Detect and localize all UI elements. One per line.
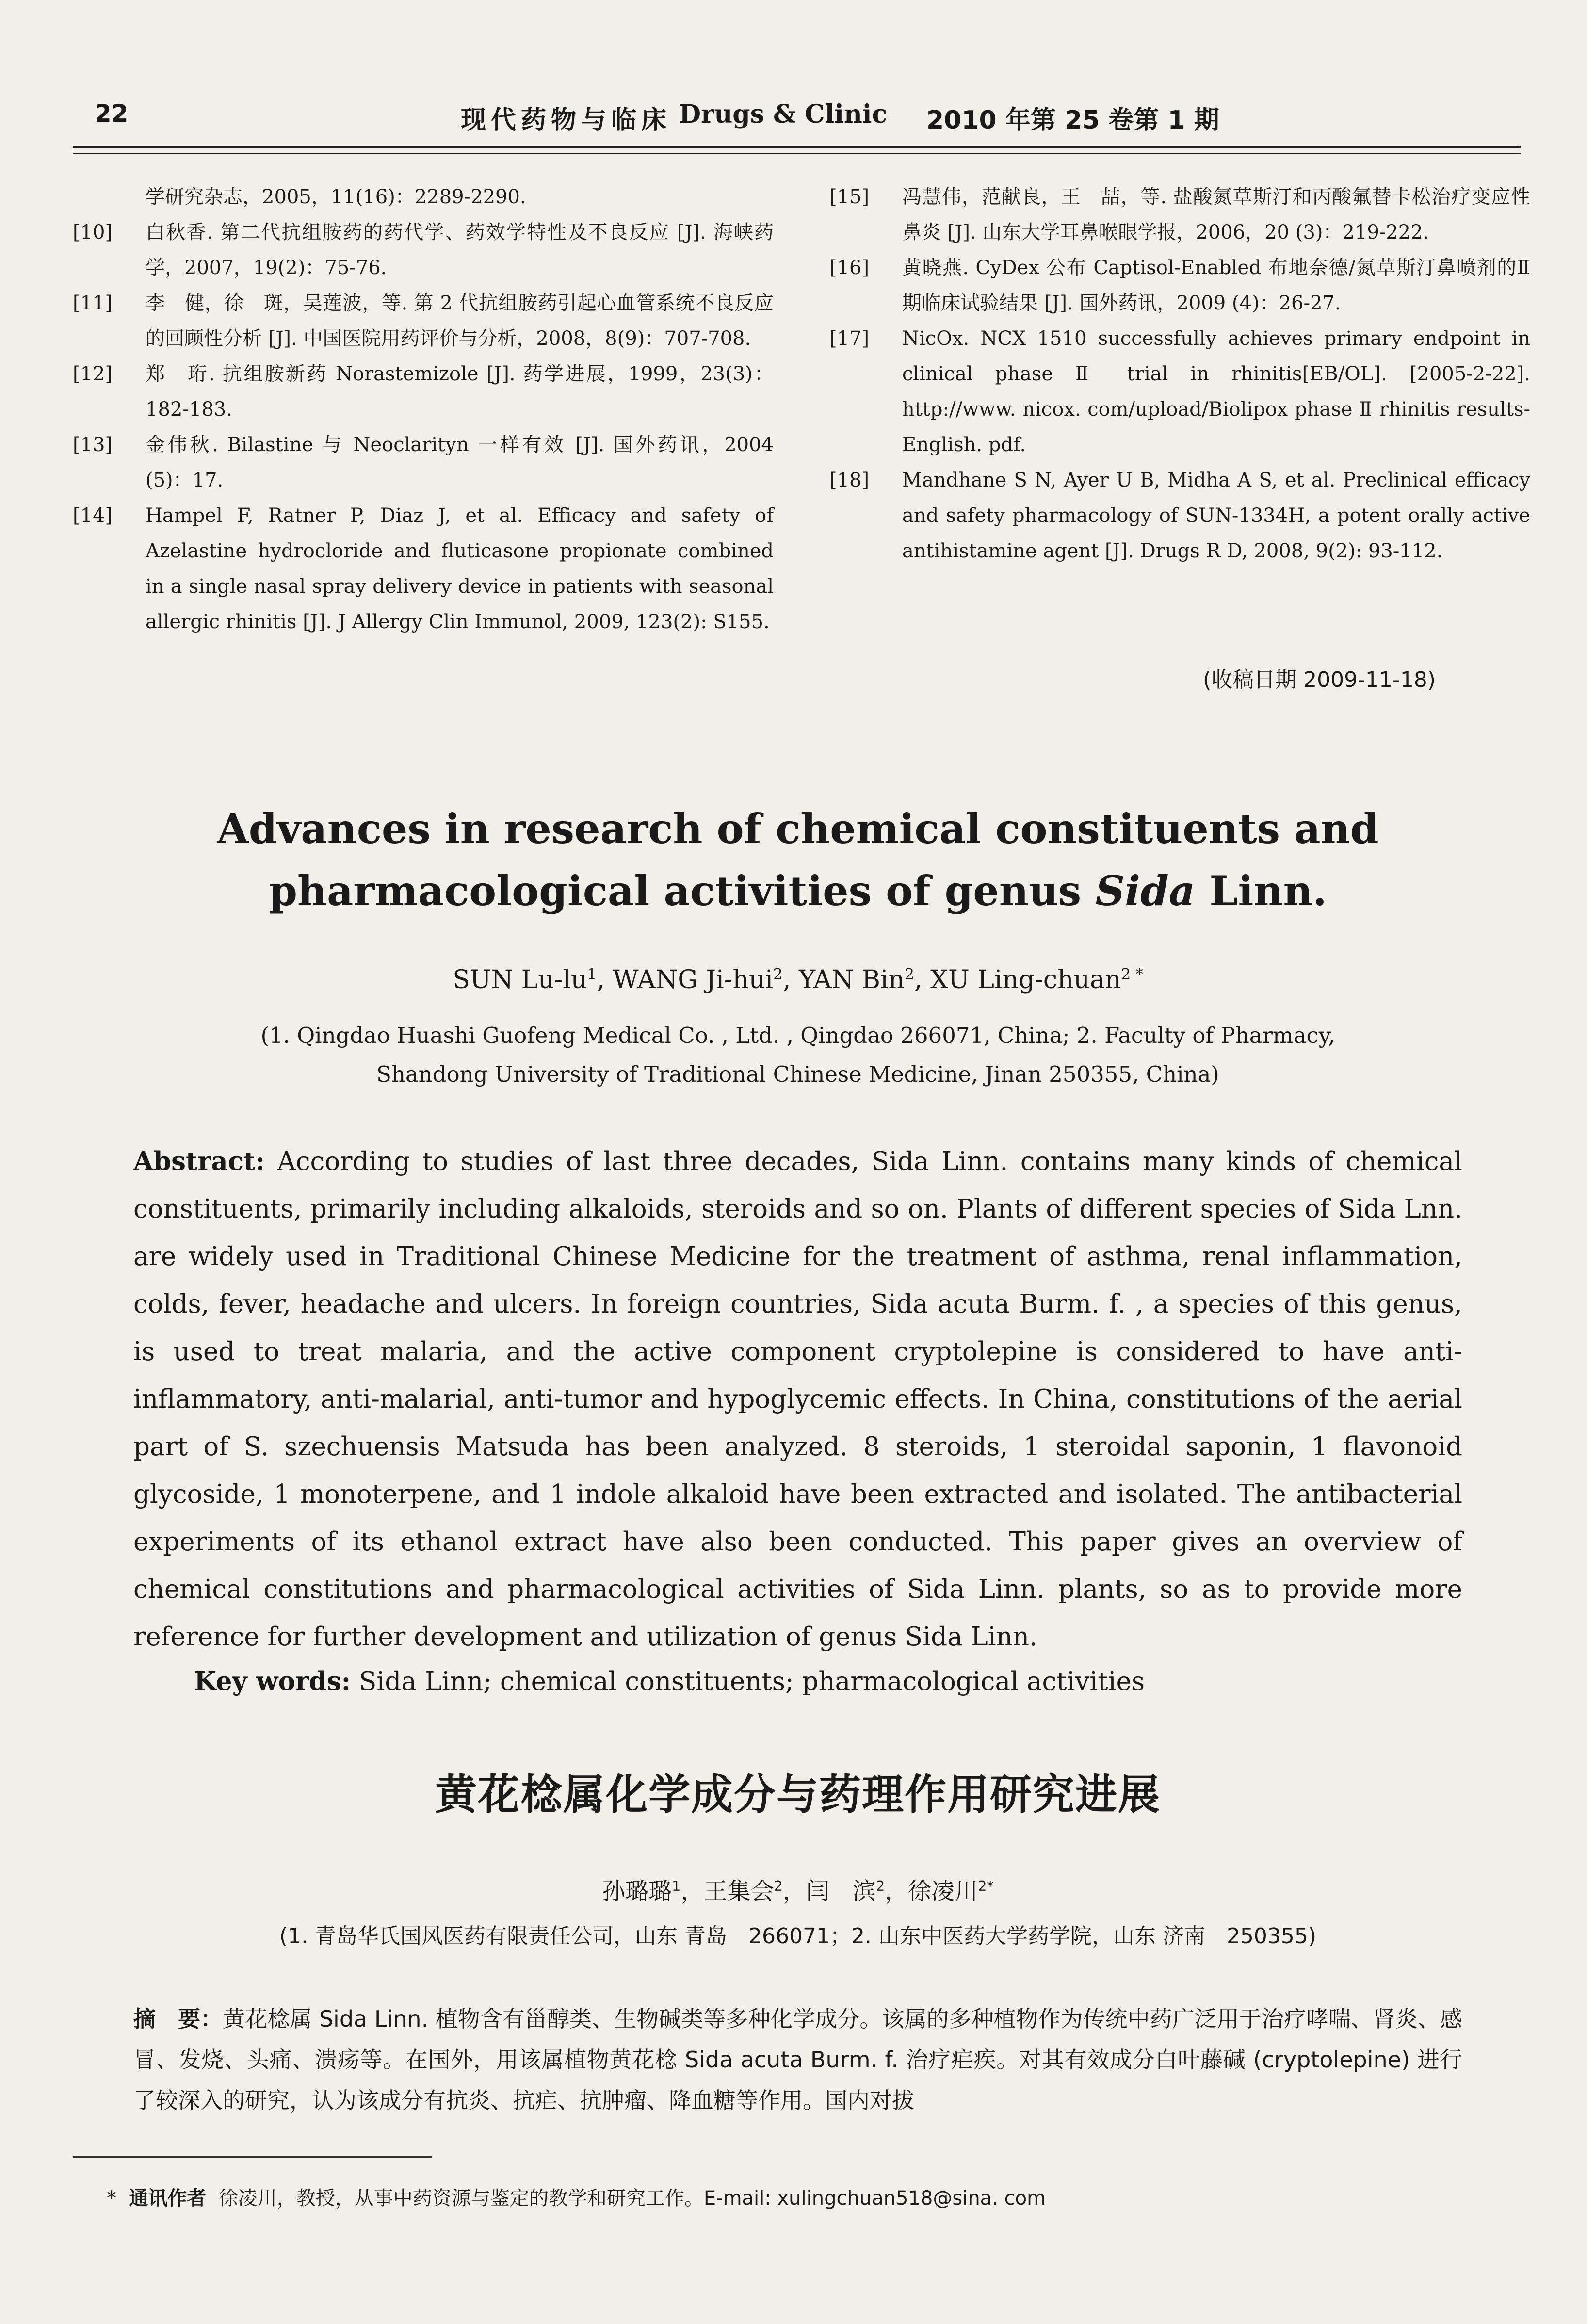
author-name: SUN Lu-lu [453, 965, 587, 994]
reference-item: [14] Hampel F, Ratner P, Diaz J, et al. Efficacy and safety of Azelastine hydrocloride and fluticasone propionate combined in a single nasal spray delivery device in patients with seasonal allergic rhinitis [J]. J Allergy Clin Immunol, 2009, 123(2): S155. [73, 504, 774, 633]
author-name: 孙璐璐 [602, 1878, 672, 1905]
author-name: 闫 滨 [806, 1878, 876, 1905]
reference-item: [11] 李 健，徐 斑，吴莲波，等. 第 2 代抗组胺药引起心血管系统不良反应的回顾性分析 [J]. 中国医院用药评价与分析，2008，8(9)：707-708. [73, 292, 774, 350]
affiliations-cn: (1. 青岛华氏国风医药有限责任公司，山东 青岛 266071；2. 山东中医药大学药学院，山东 济南 250355) [279, 1924, 1317, 1949]
journal-name-cn: 现代药物与临床 [461, 106, 672, 135]
abstract-en [133, 1138, 1462, 1661]
header-rule-thin [73, 153, 1521, 154]
references-right-column [829, 179, 1530, 569]
keywords-text: Sida Linn; chemical constituents; pharmacological activities [359, 1667, 1145, 1696]
article-title-en [146, 798, 1450, 922]
title-line-1: Advances in research of chemical constituents and [217, 805, 1379, 853]
received-date: (收稿日期 2009-11-18) [1203, 667, 1436, 692]
abstract-cn-text: 黄花棯属 Sida Linn. 植物含有甾醇类、生物碱类等多种化学成分。该属的多种植物作为传统中药广泛用于治疗哮喘、肾炎、感冒、发烧、头痛、溃疡等。在国外，用该属植物黄花棯 Sida acuta Burm. f. 治疗疟疾。对其有效成分白叶藤碱 (cryptolepine) 进行了较深入的研究，认为该成分有抗炎、抗疟、抗肿瘤、降血糖等作用。国内对拔 [133, 2006, 1463, 2113]
reference-item: [10] 白秋香. 第二代抗组胺药的药代学、药效学特性及不良反应 [J]. 海峡药学，2007，19(2)：75-76. [73, 221, 774, 279]
abstract-cn-label: 摘 要： [133, 2006, 223, 2032]
authors-en: SUN $Lu-lu^1$, WANG Ji-hui$^2$, YAN Bin$^2$, XU Ling-chuan$^{2 *}$ [453, 965, 1143, 994]
journal-name-en: Drugs & Clinic [679, 99, 888, 129]
header-rule-thick [73, 146, 1521, 148]
issue-info: 2010 年第 25 卷第 1 期 [926, 106, 1219, 135]
footnote-rule [73, 2156, 432, 2158]
keywords-en [194, 1666, 1145, 1696]
authors-cn: 孙璐璐$^1$，王集会$^2$，闫 滨$^2$，徐凌川$^{2*}$ [602, 1878, 994, 1905]
reference-item: [17] NicOx. NCX 1510 successfully achieves primary endpoint in clinical phase Ⅱ trial in rhinitis[EB/OL]. [2005-2-22]. http://www. nicox. com/upload/Biolipox phase Ⅱ rhinitis results-English. pdf. [829, 327, 1530, 456]
abstract-label: Abstract: [133, 1146, 265, 1176]
page-number: 22 [95, 99, 129, 128]
title-line-2: pharmacological activities of genus Sida Linn. [269, 867, 1327, 915]
references-left-column [73, 179, 774, 640]
author-name: WANG Ji-hui [613, 965, 773, 994]
reference-item: [18] Mandhane S N, Ayer U B, Midha A S, et al. Preclinical efficacy and safety pharmacology of SUN-1334H, a potent orally active antihistamine agent [J]. Drugs R D, 2008, 9(2): 93-112. [829, 469, 1530, 562]
author-name: YAN Bin [798, 965, 905, 994]
affiliations-en: (1. Qingdao Huashi Guofeng Medical Co. , Ltd. , Qingdao 266071, China; 2. Faculty of Pharmacy, Shandong University of Traditional Chinese Medicine, Jinan 250355, China) [260, 1023, 1335, 1087]
author-name: 徐凌川 [908, 1878, 978, 1905]
author-name: XU Ling-chuan [930, 965, 1121, 994]
reference-item: [12] 郑 珩. 抗组胺新药 Norastemizole [J]. 药学进展，1999，23(3)：182-183. [73, 363, 774, 421]
abstract-text: According to studies of last three decades, Sida Linn. contains many kinds of chemical constituents, primarily including alkaloids, steroids and so on. Plants of different species of Sida Lnn. are widely used in Traditional Chinese Medicine for the treatment of asthma, renal inflammation, colds, fever, headache and ulcers. In foreign countries, Sida acuta Burm. f. , a species of this genus, is used to treat malaria, and the active component cryptolepine is considered to have anti-inflammatory, anti-malarial, anti-tumor and hypoglycemic effects. In China, constitutions of the aerial part of S. szechuensis Matsuda has been analyzed. 8 steroids, 1 steroidal saponin, 1 flavonoid glycoside, 1 monoterpene, and 1 indole alkaloid have been extracted and isolated. The antibacterial experiments of its ethanol extract have also been conducted. This paper gives an overview of chemical constitutions and pharmacological activities of Sida Linn. plants, so as to provide more reference for further development and utilization of genus Sida Linn. [133, 1147, 1462, 1652]
keywords-label: Key words: [194, 1666, 351, 1696]
abstract-cn [133, 1999, 1462, 2121]
reference-item: [15] 冯慧伟，范献良，王 喆，等. 盐酸氮草斯汀和丙酸氟替卡松治疗变应性鼻炎 [J]. 山东大学耳鼻喉眼学报，2006，20 (3)：219-222. [829, 186, 1530, 244]
corresponding-author-footnote: * 通讯作者 徐凌川，教授，从事中药资源与鉴定的教学和研究工作。E-mail: xulingchuan518@sina. com [107, 2187, 1046, 2210]
reference-item: [16] 黄晓燕. CyDex 公布 Captisol-Enabled 布地奈德/氮草斯汀鼻喷剂的Ⅱ期临床试验结果 [J]. 国外药讯，2009 (4)：26-27. [829, 257, 1530, 314]
reference-item: 学研究杂志，2005，11(16)：2289-2290. [146, 186, 526, 208]
article-title-cn: 黄花棯属化学成分与药理作用研究进展 [435, 1771, 1161, 1819]
author-name: 王集会 [704, 1878, 774, 1905]
running-header [73, 99, 1521, 133]
reference-item: [13] 金伟秋. Bilastine 与 Neoclarityn 一样有效 [J]. 国外药讯，2004 (5)：17. [73, 434, 774, 491]
